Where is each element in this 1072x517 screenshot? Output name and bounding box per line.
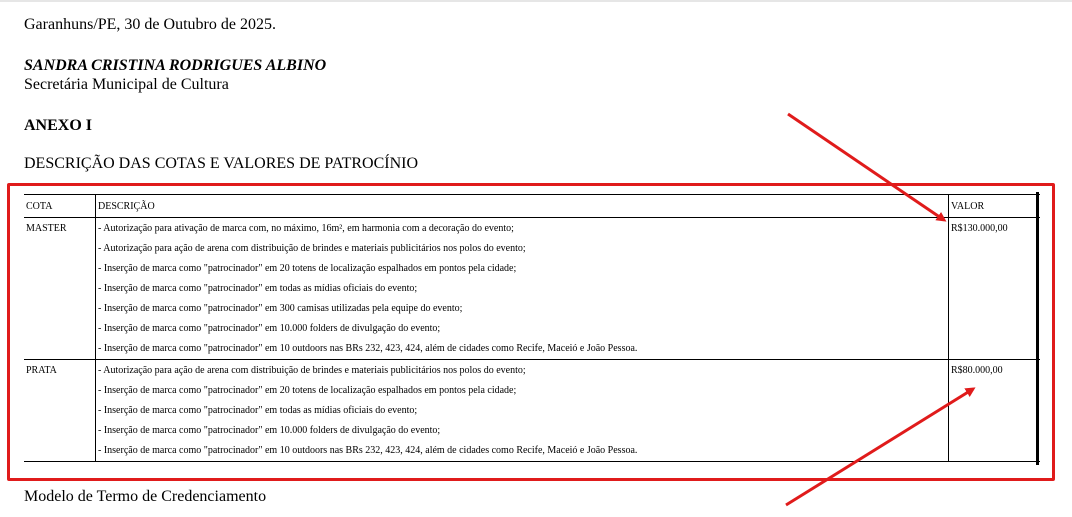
- description-item: - Inserção de marca como "patrocinador" em 10 outdoors nas BRs 232, 423, 424, além de cidades como Recife, Maceió e João Pessoa.: [98, 343, 638, 354]
- signatory-role: Secretária Municipal de Cultura: [24, 76, 229, 93]
- cota-cell-master: MASTER: [24, 218, 96, 360]
- description-item: - Autorização para ação de arena com distribuição de brindes e materiais publicitários nos polos do evento;: [98, 243, 526, 254]
- annex-title: ANEXO I: [24, 117, 93, 134]
- description-item: - Inserção de marca como "patrocinador" em todas as mídias oficiais do evento;: [98, 283, 418, 294]
- valor-cell-master: R$130.000,00: [949, 218, 1041, 360]
- date-line: Garanhuns/PE, 30 de Outubro de 2025.: [24, 16, 276, 33]
- header-valor: VALOR: [949, 195, 1041, 218]
- page-top-border: [0, 0, 1072, 2]
- header-descricao: DESCRIÇÃO: [96, 195, 949, 218]
- description-item: - Inserção de marca como "patrocinador" em 10.000 folders de divulgação do evento;: [98, 425, 441, 436]
- section-heading: DESCRIÇÃO DAS COTAS E VALORES DE PATROCÍNIO: [24, 155, 419, 172]
- valor-cell-prata: R$80.000,00: [949, 360, 1041, 462]
- cota-cell-prata: PRATA: [26, 365, 57, 376]
- description-item: - Inserção de marca como "patrocinador" em 300 camisas utilizadas pela equipe do evento;: [98, 303, 463, 314]
- description-item: - Inserção de marca como "patrocinador" em 20 totens de localização espalhados em pontos pela cidade;: [98, 263, 517, 274]
- signatory-name: SANDRA CRISTINA RODRIGUES ALBINO: [24, 57, 327, 74]
- description-item: - Autorização para ação de arena com distribuição de brindes e materiais publicitários nos polos do evento;: [98, 365, 526, 376]
- description-item: - Inserção de marca como "patrocinador" em todas as mídias oficiais do evento;: [98, 405, 418, 416]
- red-highlight-frame: [7, 183, 1055, 481]
- header-cota: COTA: [24, 195, 96, 218]
- next-section-title: Modelo de Termo de Credenciamento: [24, 488, 267, 505]
- description-item: - Inserção de marca como "patrocinador" em 10 outdoors nas BRs 232, 423, 424, além de cidades como Recife, Maceió e João Pessoa.: [98, 445, 638, 456]
- description-item: - Inserção de marca como "patrocinador" em 20 totens de localização espalhados em pontos pela cidade;: [98, 385, 517, 396]
- description-item: - Autorização para ativação de marca com, no máximo, 16m², em harmonia com a decoração do evento;: [98, 223, 514, 234]
- description-item: - Inserção de marca como "patrocinador" em 10.000 folders de divulgação do evento;: [98, 323, 441, 334]
